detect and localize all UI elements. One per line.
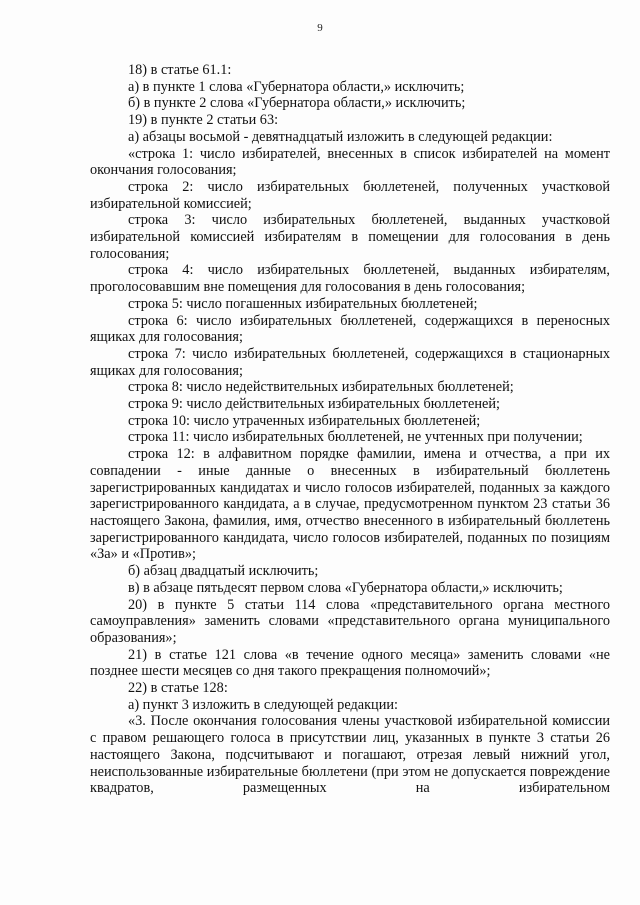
paragraph: строка 6: число избирательных бюллетеней, содержащихся в переносных ящиках для голосования; xyxy=(90,312,610,346)
paragraph: 18) в статье 61.1: xyxy=(128,62,232,78)
paragraph: б) в пункте 2 слова «Губернатора области,» исключить; xyxy=(128,95,466,112)
paragraph: а) абзацы восьмой - девятнадцатый изложить в следующей редакции: xyxy=(128,128,553,145)
paragraph: в) в абзаце пятьдесят первом слова «Губернатора области,» исключить; xyxy=(128,579,563,596)
paragraph: строка 3: число избирательных бюллетеней, выданных участковой избирательной комиссией избирателям в помещении для голосования в день голосования; xyxy=(90,212,610,262)
paragraph: «3. После окончания голосования члены участковой избирательной комиссии с правом решающего голоса в присутствии лиц, указанных в пункте 3 статьи 26 настоящего Закона, подсчитывают и погашают, отрезая левый нижний угол, неиспользованные избирательные бюллетени (при этом не допускается повреждение квадратов, размещенных на избирательном xyxy=(90,713,610,797)
paragraph: 19) в пункте 2 статьи 63: xyxy=(128,112,279,129)
paragraph: строка 12: в алфавитном порядке фамилии, имена и отчества, а при их совпадении - иные данные о внесенных в избирательный бюллетень зарегистрированных кандидатах и число голосов избирателей, поданных за каждого зарегистрированного кандидата, а в случае, предусмотренном пунктом 23 статьи 36 настоящего Закона, фамилия, имя, отчество внесенного в избирательный бюллетень зарегистрированного кандидата, число голосов избирателей, поданных по позициям «За» и «Против»; xyxy=(90,446,610,563)
paragraph: 20) в пункте 5 статьи 114 слова «представительного органа местного самоуправления» заменить словами «представительного органа муниципального образования»; xyxy=(90,596,610,646)
paragraph: строка 7: число избирательных бюллетеней, содержащихся в стационарных ящиках для голосования; xyxy=(90,345,610,379)
paragraph: 22) в статье 128: xyxy=(128,680,228,697)
paragraph: строка 2: число избирательных бюллетеней, полученных участковой избирательной комиссией; xyxy=(90,178,610,212)
paragraph: 21) в статье 121 слова «в течение одного месяца» заменить словами «не позднее шести месяцев со дня такого прекращения полномочий»; xyxy=(90,646,610,680)
paragraph: б) абзац двадцатый исключить; xyxy=(128,563,319,580)
page-number: 9 xyxy=(317,22,323,34)
paragraph: строка 11: число избирательных бюллетеней, не учтенных при получении; xyxy=(128,429,583,446)
paragraph: а) пункт 3 изложить в следующей редакции: xyxy=(128,696,398,713)
paragraph: строка 4: число избирательных бюллетеней, выданных избирателям, проголосовавшим вне помещения для голосования в день голосования; xyxy=(90,262,610,296)
document-body xyxy=(90,62,610,797)
paragraph: строка 10: число утраченных избирательных бюллетеней; xyxy=(128,412,481,429)
paragraph: строка 8: число недействительных избирательных бюллетеней; xyxy=(128,379,514,396)
paragraph: строка 5: число погашенных избирательных бюллетеней; xyxy=(128,295,478,312)
paragraph: а) в пункте 1 слова «Губернатора области,» исключить; xyxy=(128,78,465,95)
paragraph: строка 9: число действительных избирательных бюллетеней; xyxy=(128,396,500,413)
paragraph: «строка 1: число избирателей, внесенных в список избирателей на момент окончания голосования; xyxy=(90,145,610,179)
